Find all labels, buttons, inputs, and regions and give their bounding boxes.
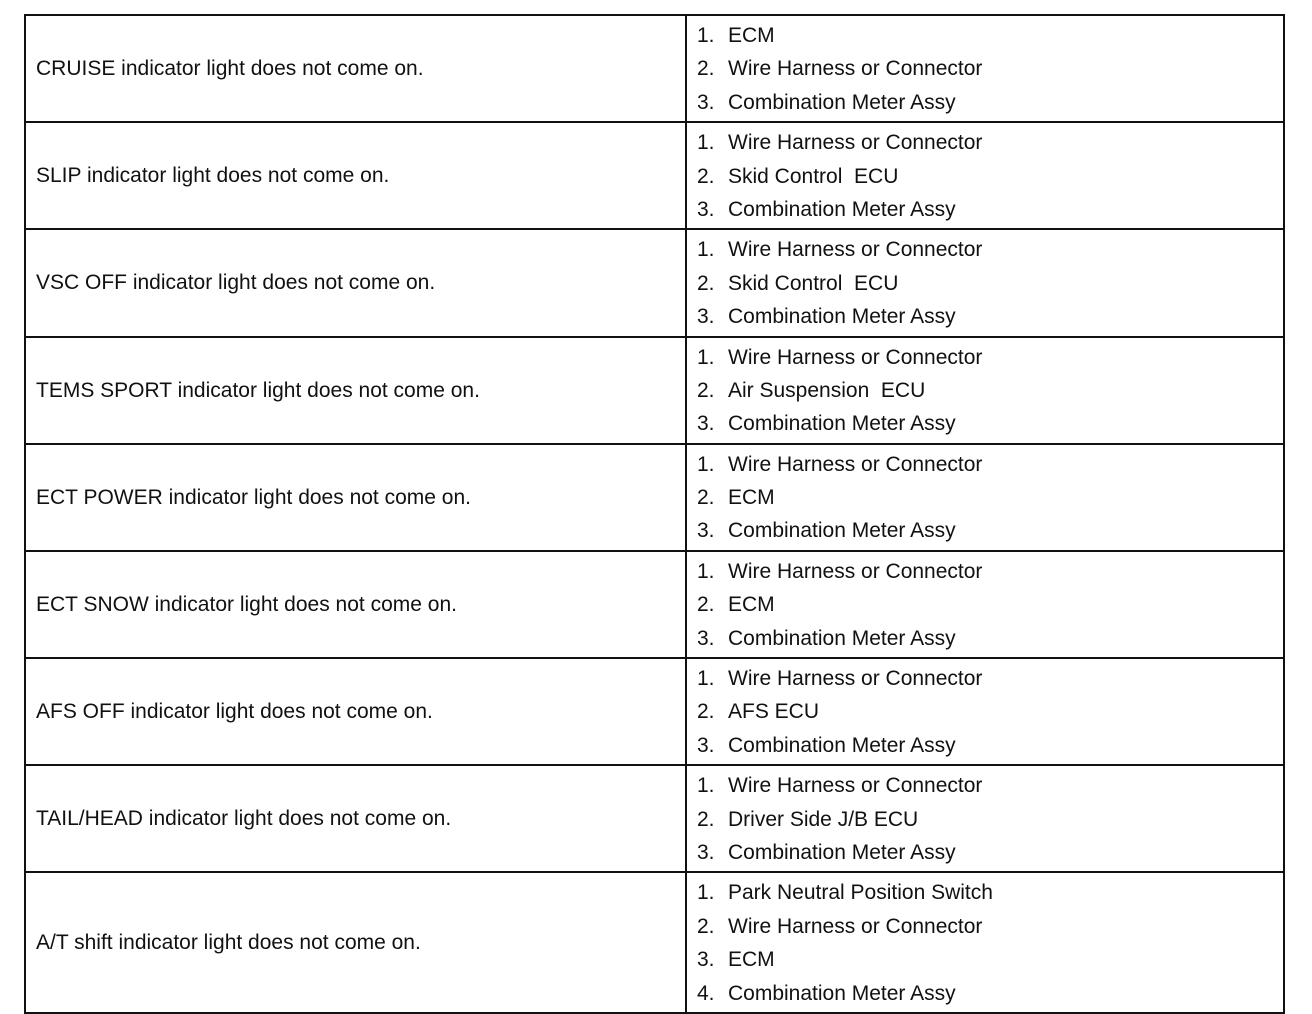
cause-item [697,662,1283,695]
cause-item [697,943,1283,976]
cause-item [697,729,1283,762]
cause-list-cell [686,765,1284,872]
cause-text: Air Suspension ECU [728,378,926,402]
table-row [25,122,1284,229]
cause-text: Combination Meter Assy [728,305,956,329]
cause-text: ECM [728,24,775,47]
cause-list-cell [686,15,1284,122]
cause-text: Wire Harness or Connector [728,774,983,798]
table-row [25,337,1284,444]
cause-text: Wire Harness or Connector [728,667,983,691]
symptom-cell: TEMS SPORT indicator light does not come on. [25,337,686,444]
cause-text: Park Neutral Position Switch [728,881,993,905]
cause-text: Skid Control ECU [728,271,899,295]
cause-number: 2. [697,164,715,188]
cause-number: 1. [697,667,715,691]
cause-item [697,233,1283,266]
cause-list-cell [686,444,1284,551]
cause-number: 1. [697,452,715,476]
cause-item [697,977,1283,1010]
cause-list-cell [686,658,1284,765]
cause-number: 3. [697,948,715,972]
cause-number: 1. [697,774,715,798]
cause-text: Wire Harness or Connector [728,452,983,476]
cause-item [697,19,1283,52]
cause-list-cell [686,229,1284,336]
cause-number: 4. [697,981,715,1005]
cause-number: 1. [697,24,715,47]
cause-number: 1. [697,131,715,155]
cause-item [697,769,1283,802]
symptom-cell: ECT POWER indicator light does not come on. [25,444,686,551]
symptom-cell: AFS OFF indicator light does not come on. [25,658,686,765]
cause-text: Combination Meter Assy [728,519,956,543]
cause-item [697,588,1283,621]
cause-number: 3. [697,412,715,436]
cause-number: 1. [697,881,715,905]
cause-item [697,876,1283,909]
cause-item [697,341,1283,374]
cause-item [697,193,1283,226]
cause-number: 2. [697,378,715,402]
cause-item [697,555,1283,588]
cause-number: 2. [697,807,715,831]
cause-number: 3. [697,840,715,864]
cause-number: 3. [697,626,715,650]
cause-number: 3. [697,197,715,221]
cause-number: 1. [697,238,715,262]
cause-item [697,803,1283,836]
cause-text: AFS ECU [728,700,820,724]
cause-item [697,481,1283,514]
cause-item [697,300,1283,333]
cause-text: Driver Side J/B ECU [728,807,919,831]
cause-text: Wire Harness or Connector [728,559,983,583]
cause-list-cell [686,551,1284,658]
cause-text: Combination Meter Assy [728,840,956,864]
cause-text: Wire Harness or Connector [728,914,983,938]
table-row [25,658,1284,765]
cause-list-cell [686,872,1284,1013]
cause-number: 2. [697,271,715,295]
cause-number: 3. [697,519,715,543]
symptom-table [24,14,1285,1014]
cause-number: 3. [697,305,715,329]
symptom-cell: VSC OFF indicator light does not come on. [25,229,686,336]
table-row [25,872,1284,1013]
cause-number: 2. [697,593,715,617]
cause-item [697,267,1283,300]
cause-text: Wire Harness or Connector [728,57,983,81]
cause-list-cell [686,122,1284,229]
cause-text: Wire Harness or Connector [728,238,983,262]
symptom-cell: A/T shift indicator light does not come on. [25,872,686,1013]
cause-number: 3. [697,90,715,114]
cause-number: 2. [697,486,715,510]
symptom-cell: TAIL/HEAD indicator light does not come on. [25,765,686,872]
cause-item [697,126,1283,159]
cause-text: Combination Meter Assy [728,626,956,650]
cause-text: Combination Meter Assy [728,733,956,757]
cause-text: Wire Harness or Connector [728,345,983,369]
cause-item [697,514,1283,547]
table-row [25,765,1284,872]
cause-text: Combination Meter Assy [728,412,956,436]
symptom-cell: SLIP indicator light does not come on. [25,122,686,229]
cause-number: 2. [697,700,715,724]
cause-text: ECM [728,593,775,617]
cause-text: Skid Control ECU [728,164,899,188]
table-row [25,229,1284,336]
cause-item [697,52,1283,85]
cause-list-cell [686,337,1284,444]
symptom-cell: ECT SNOW indicator light does not come on. [25,551,686,658]
cause-number: 1. [697,559,715,583]
symptom-cell: CRUISE indicator light does not come on. [25,15,686,122]
cause-item [697,86,1283,119]
cause-text: Combination Meter Assy [728,90,956,114]
cause-item [697,836,1283,869]
cause-item [697,695,1283,728]
cause-item [697,407,1283,440]
cause-text: Combination Meter Assy [728,197,956,221]
cause-number: 1. [697,345,715,369]
cause-number: 2. [697,57,715,81]
cause-item [697,448,1283,481]
cause-text: ECM [728,948,775,972]
cause-item [697,910,1283,943]
cause-number: 2. [697,914,715,938]
table-row [25,444,1284,551]
table-row [25,15,1284,122]
table-row [25,551,1284,658]
cause-number: 3. [697,733,715,757]
cause-item [697,622,1283,655]
cause-text: Wire Harness or Connector [728,131,983,155]
table-body [25,15,1284,1013]
cause-text: ECM [728,486,775,510]
cause-item [697,160,1283,193]
cause-item [697,374,1283,407]
cause-text: Combination Meter Assy [728,981,956,1005]
